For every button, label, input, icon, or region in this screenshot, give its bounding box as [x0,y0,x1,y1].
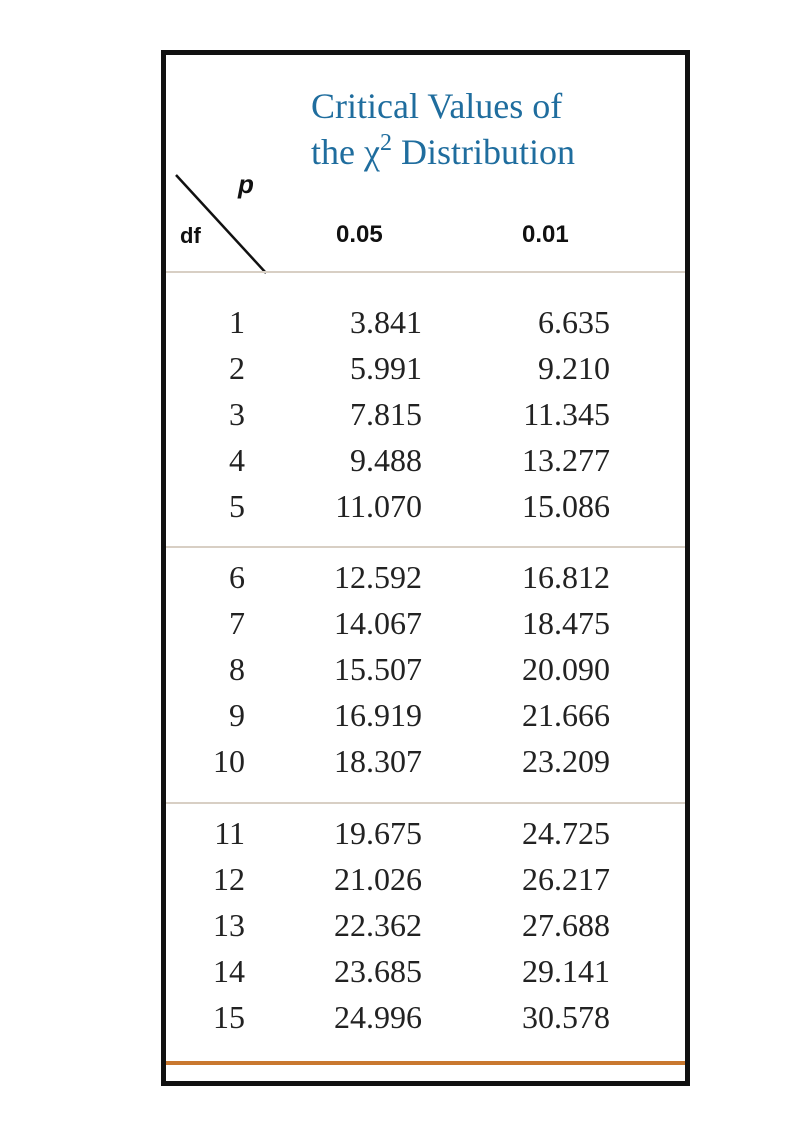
value-001-cell: 26.217 [522,861,610,897]
value-001-cell: 29.141 [522,953,610,989]
value-005-cell: 9.488 [350,442,422,478]
value-005-cell: 24.996 [334,999,422,1035]
df-cell: 7 [229,605,245,641]
value-001-cell: 23.209 [522,743,610,779]
value-005-cell: 3.841 [350,304,422,340]
table-row [166,948,685,994]
title-line-2 [311,129,651,175]
value-001-cell: 20.090 [522,651,610,687]
table-row [166,391,685,437]
value-005-cell: 22.362 [334,907,422,943]
df-cell: 9 [229,697,245,733]
row-group [166,554,685,784]
df-cell: 5 [229,488,245,524]
value-005-cell: 12.592 [334,559,422,595]
table-row [166,345,685,391]
title-suffix: Distribution [391,132,575,172]
table-row [166,554,685,600]
df-cell: 10 [213,743,245,779]
df-cell: 15 [213,999,245,1035]
value-001-cell: 30.578 [522,999,610,1035]
value-005-cell: 18.307 [334,743,422,779]
row-group [166,810,685,1040]
df-cell: 1 [229,304,245,340]
value-001-cell: 16.812 [522,559,610,595]
table-row [166,902,685,948]
value-001-cell: 9.210 [538,350,610,386]
df-cell: 14 [213,953,245,989]
value-001-cell: 13.277 [522,442,610,478]
table-row [166,994,685,1040]
df-cell: 4 [229,442,245,478]
value-005-cell: 5.991 [350,350,422,386]
value-005-cell: 7.815 [350,396,422,432]
table-row [166,437,685,483]
df-label: df [180,223,201,248]
value-005-cell: 23.685 [334,953,422,989]
row-group [166,299,685,529]
df-cell: 11 [214,815,245,851]
value-005-cell: 15.507 [334,651,422,687]
header-rule [166,271,685,273]
value-005-cell: 14.067 [334,605,422,641]
group-rule [166,802,685,804]
table-row [166,483,685,529]
df-cell: 2 [229,350,245,386]
value-001-cell: 27.688 [522,907,610,943]
value-001-cell: 18.475 [522,605,610,641]
value-001-cell: 11.345 [523,396,610,432]
table-frame [161,50,690,1086]
df-cell: 12 [213,861,245,897]
value-005-cell: 19.675 [334,815,422,851]
value-005-cell: 16.919 [334,697,422,733]
p-label: p [238,169,254,199]
column-header-005: 0.05 [336,221,383,248]
table-title [311,83,651,175]
df-cell: 13 [213,907,245,943]
df-cell: 6 [229,559,245,595]
value-005-cell: 21.026 [334,861,422,897]
group-rule [166,546,685,548]
value-001-cell: 21.666 [522,697,610,733]
table-row [166,299,685,345]
table-row [166,600,685,646]
bottom-rule [166,1061,685,1065]
df-cell: 8 [229,651,245,687]
value-001-cell: 15.086 [522,488,610,524]
value-001-cell: 24.725 [522,815,610,851]
column-header-001: 0.01 [522,221,569,248]
table-row [166,692,685,738]
df-cell: 3 [229,396,245,432]
table-row [166,646,685,692]
table-row [166,810,685,856]
title-line-1: Critical Values of [311,86,563,126]
title-superscript: 2 [379,130,392,156]
title-prefix: the χ [311,132,380,172]
table-row [166,856,685,902]
value-005-cell: 11.070 [335,488,422,524]
value-001-cell: 6.635 [538,304,610,340]
table-row [166,738,685,784]
